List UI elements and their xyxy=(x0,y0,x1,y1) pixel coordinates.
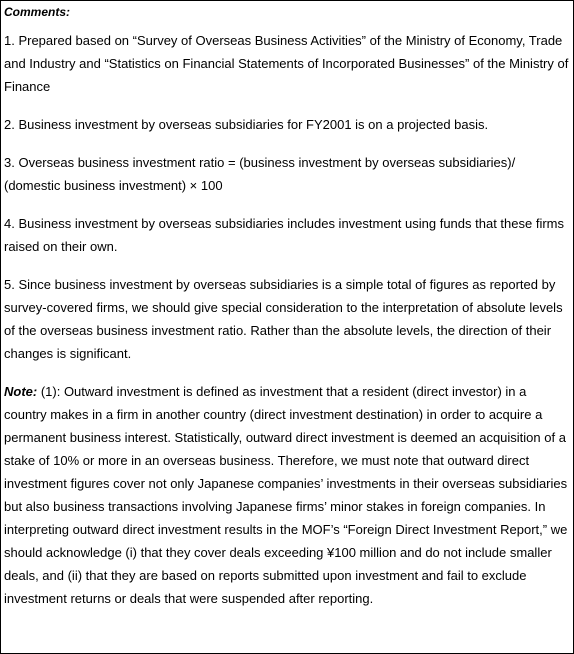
note-text: (1): Outward investment is defined as investment that a resident (direct investor) in a country makes in a firm in another country (direct investment destination) in order to acquire a permanent business interest. Statistically, outward direct investment is deemed an acquisition of a stake of 10% or more in an overseas business. Therefore, we must note that outward direct investment figures cover not only Japanese companies’ investments in their overseas subsidiaries but also business transactions involving Japanese firms’ minor stakes in foreign companies. In interpreting outward direct investment results in the MOF’s “Foreign Direct Investment Report,” we should acknowledge (i) that they cover deals exceeding ¥100 million and do not include smaller deals, and (ii) that they are based on reports submitted upon investment and fail to exclude investment returns or deals that were suspended after reporting. xyxy=(4,384,568,606)
comment-item-5: 5. Since business investment by overseas subsidiaries is a simple total of figures as reported by survey-covered firms, we should give special consideration to the interpretation of absolute levels of the overseas business investment ratio. Rather than the absolute levels, the direction of their changes is significant. xyxy=(4,277,563,361)
comments-heading: Comments: xyxy=(4,5,71,19)
comment-item-4: 4. Business investment by overseas subsidiaries includes investment using funds that these firms raised on their own. xyxy=(4,216,564,254)
note-paragraph xyxy=(4,380,570,610)
comment-item-2: 2. Business investment by overseas subsidiaries for FY2001 is on a projected basis. xyxy=(4,117,489,132)
note-label: Note: xyxy=(4,384,38,399)
comment-item-1: 1. Prepared based on “Survey of Overseas Business Activities” of the Ministry of Economy, Trade and Industry and “Statistics on Financial Statements of Incorporated Businesses” of the Ministry of Finance xyxy=(4,33,569,94)
comment-item-3: 3. Overseas business investment ratio = (business investment by overseas subsidiaries)/ (domestic business investment) × 100 xyxy=(4,155,516,193)
